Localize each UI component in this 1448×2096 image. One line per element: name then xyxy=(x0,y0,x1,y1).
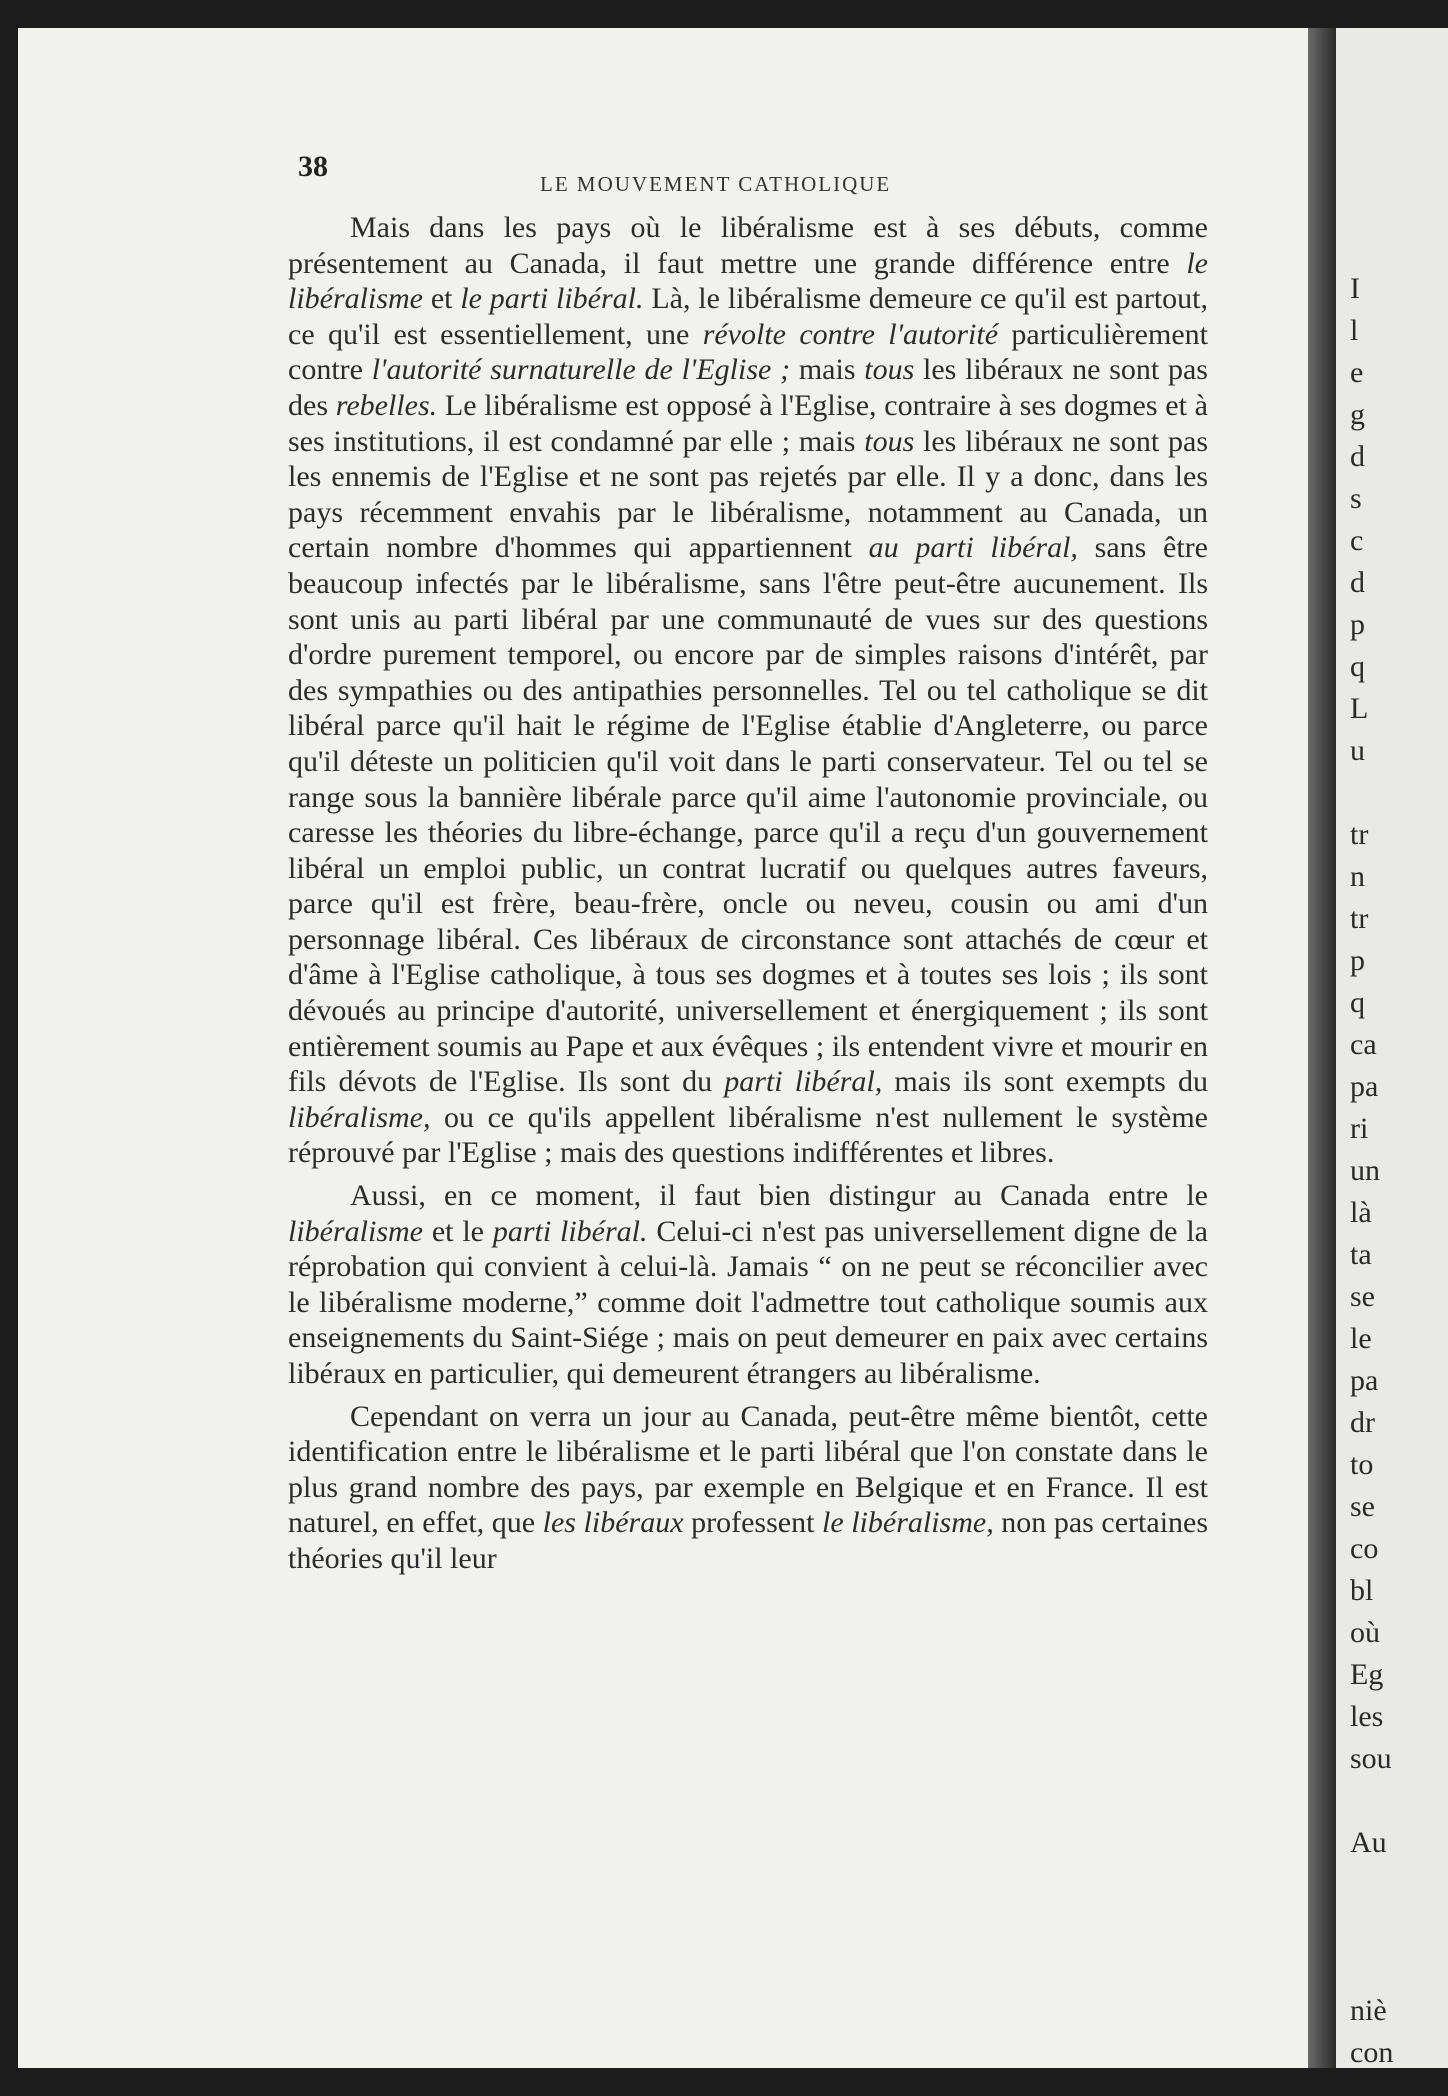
text-run: ou ce qu'ils appellent libéralisme n'est nullement le système réprouvé par l'Eglise ; mais des questions indifférentes et libres. xyxy=(288,1100,1208,1170)
text-run: Cependant on verra un jour au Canada, peut-être même bientôt, cette identification entre le libéralisme et le parti libéral que l'on constate dans le plus grand nombre des pays, par exemple en Belgique et en France. Il est naturel, en effet, que xyxy=(288,1399,1208,1540)
text-run: et le xyxy=(423,1214,493,1248)
edge-fragment: tr xyxy=(1350,902,1369,935)
edge-fragment: n xyxy=(1350,860,1365,893)
italic-phrase: le libéralisme, xyxy=(821,1506,994,1540)
page-number: 38 xyxy=(298,150,328,183)
edge-fragment: p xyxy=(1350,608,1365,641)
edge-fragment: se xyxy=(1350,1280,1375,1313)
paragraph xyxy=(288,210,1208,1171)
italic-phrase: tous xyxy=(864,353,915,387)
text-run: mais xyxy=(790,353,865,387)
edge-fragment: pa xyxy=(1350,1364,1379,1397)
italic-phrase: le parti libéral. xyxy=(460,282,644,316)
text-run: Mais dans les pays où le libéralisme est à ses débuts, comme présentement au Canada, il faut mettre une grande différence entre xyxy=(288,211,1208,280)
edge-fragment: s xyxy=(1350,482,1362,515)
edge-fragment: les xyxy=(1350,1700,1384,1733)
edge-fragment: to xyxy=(1350,1448,1374,1481)
edge-fragment: sou xyxy=(1350,1742,1392,1775)
italic-phrase: révolte contre l'autorité xyxy=(702,317,999,351)
edge-fragment: se xyxy=(1350,1490,1375,1523)
edge-fragment: u xyxy=(1350,734,1365,767)
edge-fragment: là xyxy=(1350,1196,1372,1229)
italic-phrase: parti libéral. xyxy=(492,1214,648,1248)
italic-phrase: au parti libéral, xyxy=(868,531,1078,565)
edge-fragment: q xyxy=(1350,650,1365,683)
italic-phrase: libéralisme xyxy=(288,1214,423,1248)
edge-fragment: niè xyxy=(1350,1994,1387,2027)
edge-fragment: Eg xyxy=(1350,1658,1384,1691)
italic-phrase: parti libéral, xyxy=(724,1065,883,1099)
edge-fragment: c xyxy=(1350,524,1364,557)
edge-fragment: L xyxy=(1350,692,1369,725)
text-run: professent xyxy=(683,1506,822,1540)
text-run: non pas certaines théories qu'il leur xyxy=(288,1506,1209,1575)
text-run: Là, le libéralisme demeure ce qu'il est partout, ce qu'il est essentiellement, une xyxy=(288,282,1208,351)
italic-phrase: libéralisme, xyxy=(288,1100,431,1134)
edge-fragment xyxy=(1350,1948,1393,1990)
edge-fragment: ta xyxy=(1350,1238,1372,1271)
edge-fragment: l xyxy=(1350,314,1359,347)
edge-fragment: con xyxy=(1350,2036,1394,2068)
text-run: sans être beaucoup infectés par le libéralisme, sans l'être peut-être aucunement. Ils sont unis au parti libéral par une communauté de vues sur des questions d'ordre purement temporel, ou encore par de simples raisons d'intérêt, par des sympathies ou des antipathies personnelles. Tel ou tel catholique se dit libéral parce qu'il hait le régime de l'Eglise établie d'Angleterre, ou parce qu'il déteste un politicien qu'il voit dans le parti conservateur. Tel ou tel se range sous la bannière libérale parce qu'il aime l'autonomie provinciale, ou caresse les théories du libre-échange, parce qu'il a reçu d'un gouvernement libéral un emploi public, un contrat lucratif ou quelques autres faveurs, parce qu'il est frère, beau-frère, oncle ou neveu, cousin ou ami d'un personnage libéral. Ces libéraux de circonstance sont attachés de cœur et d'âme à l'Eglise catholique, à tous ses dogmes et à toutes ses lois ; ils sont dévoués au principe d'autorité, universellement et énergiquement ; ils sont entièrement soumis au Pape et aux évêques ; ils entendent vivre et mourir en fils dévots de l'Eglise. Ils sont du xyxy=(288,531,1208,1099)
facing-page xyxy=(1336,28,1448,2068)
edge-fragment: bl xyxy=(1350,1574,1374,1607)
italic-phrase: rebelles. xyxy=(335,388,438,422)
edge-fragment: q xyxy=(1350,986,1365,1019)
edge-fragment: tr xyxy=(1350,818,1369,851)
edge-fragment xyxy=(1350,1780,1393,1822)
edge-fragment: Au xyxy=(1350,1826,1387,1859)
paragraph xyxy=(288,1399,1208,1577)
edge-fragment: le xyxy=(1350,1322,1372,1355)
edge-fragment: où xyxy=(1350,1616,1380,1649)
edge-fragment: un xyxy=(1350,1154,1380,1187)
edge-fragment: d xyxy=(1350,440,1365,473)
text-run: Celui-ci n'est pas universellement digne de la réprobation qui convient à celui-là. Jamais “ on ne peut se réconcilier avec le libéralisme moderne,” comme doit l'admettre tout catholique soumis aux enseignements du Saint-Siége ; mais on peut demeurer en paix avec certains libéraux en particulier, qui demeurent étrangers au libéralisme. xyxy=(288,1214,1208,1390)
edge-fragment xyxy=(1350,1864,1393,1906)
edge-fragment: pa xyxy=(1350,1070,1379,1103)
paragraph xyxy=(288,1178,1208,1392)
edge-fragment: d xyxy=(1350,566,1365,599)
text-run: les libéraux ne sont pas des xyxy=(288,353,1208,422)
edge-fragment: co xyxy=(1350,1532,1379,1565)
edge-fragment: p xyxy=(1350,944,1365,977)
text-run: et xyxy=(423,282,461,316)
facing-page-text-fragments xyxy=(1350,268,1393,2068)
edge-fragment xyxy=(1350,1906,1393,1948)
italic-phrase: le libéralisme xyxy=(288,246,1208,316)
edge-fragment: ca xyxy=(1350,1028,1377,1061)
text-run: Le libéralisme est opposé à l'Eglise, contraire à ses dogmes et à ses institutions, il est condamné par elle ; mais xyxy=(288,388,1208,458)
italic-phrase: tous xyxy=(864,424,915,458)
running-head: LE MOUVEMENT CATHOLIQUE xyxy=(540,172,892,196)
text-run: mais ils sont exempts du xyxy=(882,1065,1209,1099)
edge-fragment: g xyxy=(1350,398,1365,431)
italic-phrase: l'autorité surnaturelle de l'Eglise ; xyxy=(371,353,791,387)
text-run: particulièrement contre xyxy=(288,317,1208,387)
text-run: les libéraux ne sont pas les ennemis de l'Eglise et ne sont pas rejetés par elle. Il y a donc, dans les pays récemment envahis par le libéralisme, notamment au Canada, un certain nombre d'hommes qui appartiennent xyxy=(288,424,1208,565)
body-text xyxy=(288,210,1208,1577)
text-run: Aussi, en ce moment, il faut bien distingur au Canada entre le xyxy=(350,1179,1208,1213)
edge-fragment xyxy=(1350,772,1393,814)
italic-phrase: les libéraux xyxy=(542,1506,684,1540)
edge-fragment: I xyxy=(1350,272,1360,305)
edge-fragment: ri xyxy=(1350,1112,1369,1145)
edge-fragment: e xyxy=(1350,356,1364,389)
book-gutter xyxy=(1308,28,1336,2068)
edge-fragment: dr xyxy=(1350,1406,1375,1439)
